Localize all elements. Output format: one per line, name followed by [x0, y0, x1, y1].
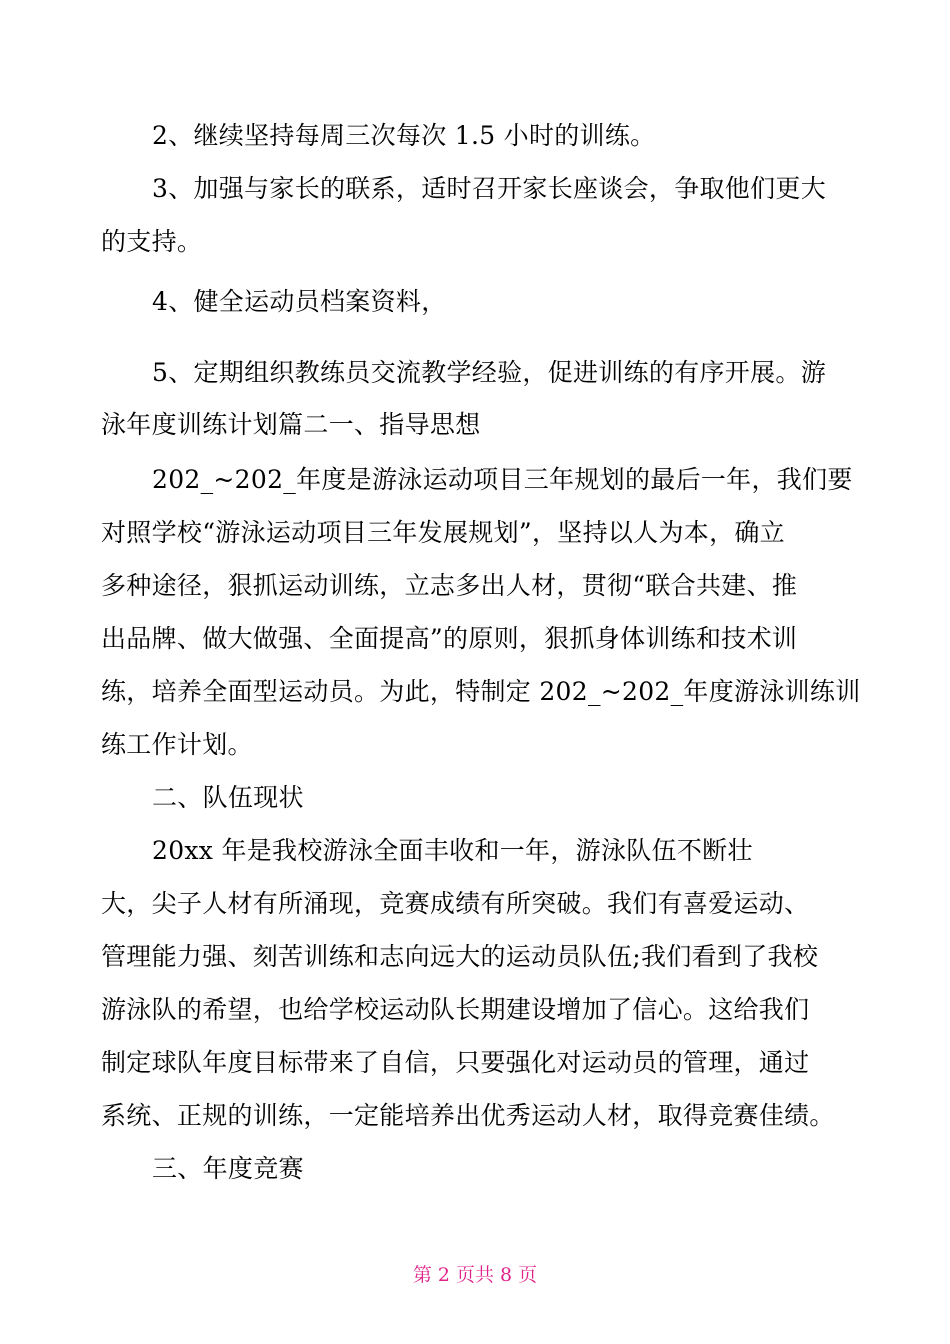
- paragraph-line: 练，培养全面型运动员。为此，特制定 202_~202_年度游泳训练训: [101, 677, 861, 706]
- paragraph-line: 系统、正规的训练，一定能培养出优秀运动人材，取得竞赛佳绩。: [101, 1101, 835, 1130]
- paragraph-line: 3、加强与家长的联系，适时召开家长座谈会，争取他们更大: [152, 174, 827, 203]
- page-number-footer: 第 2 页共 8 页: [412, 1264, 538, 1286]
- section-heading: 三、年度竞赛: [152, 1154, 304, 1183]
- paragraph-line: 游泳队的希望，也给学校运动队长期建设增加了信心。这给我们: [101, 995, 810, 1024]
- paragraph-line: 202_~202_年度是游泳运动项目三年规划的最后一年，我们要: [152, 465, 853, 494]
- paragraph-line: 对照学校“游泳运动项目三年发展规划”，坚持以人为本，确立: [101, 518, 785, 547]
- paragraph-line: 制定球队年度目标带来了自信，只要强化对运动员的管理，通过: [101, 1048, 810, 1077]
- section-heading: 二、队伍现状: [152, 783, 304, 812]
- paragraph-line: 多种途径，狠抓运动训练，立志多出人材，贯彻“联合共建、推: [101, 571, 798, 600]
- paragraph-line: 的支持。: [101, 227, 203, 256]
- paragraph-line: 练工作计划。: [101, 730, 253, 759]
- paragraph-line: 出品牌、做大做强、全面提高”的原则，狠抓身体训练和技术训: [101, 624, 798, 653]
- paragraph-line: 管理能力强、刻苦训练和志向远大的运动员队伍;我们看到了我校: [101, 942, 819, 971]
- paragraph-line: 20xx 年是我校游泳全面丰收和一年，游泳队伍不断壮: [152, 836, 753, 865]
- paragraph-line: 泳年度训练计划篇二一、指导思想: [101, 410, 481, 439]
- paragraph-line: 5、定期组织教练员交流教学经验，促进训练的有序开展。游: [152, 358, 827, 387]
- paragraph-line: 2、继续坚持每周三次每次 1.5 小时的训练。: [152, 121, 656, 150]
- paragraph-line: 大，尖子人材有所涌现，竞赛成绩有所突破。我们有喜爱运动、: [101, 889, 810, 918]
- paragraph-line: 4、健全运动员档案资料，: [152, 287, 447, 316]
